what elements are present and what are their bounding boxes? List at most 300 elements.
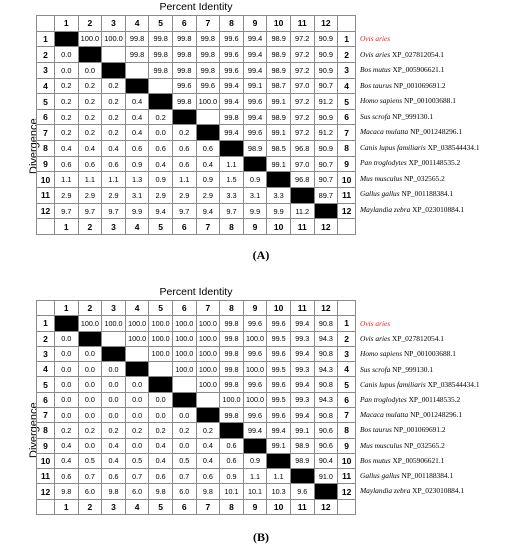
matrix-cell: 91.2 [314,125,338,141]
matrix-cell: 0.0 [78,407,102,422]
matrix-row [37,346,356,361]
matrix-cell: 0.4 [125,94,149,110]
matrix-cell: 0.4 [102,141,126,157]
species-name: Bos mutus [360,455,391,465]
row-index: 3 [338,346,356,361]
matrix-corner [37,16,55,32]
accession-number: XP_027812054.1 [390,334,444,344]
identity-divergence-matrix [36,15,356,235]
matrix-cell [125,346,149,361]
matrix-cell: 99.8 [220,109,244,125]
matrix-cell: 1.1 [55,172,79,188]
species-label [360,441,445,450]
matrix-cell: 100.0 [243,362,267,377]
matrix-cell: 0.0 [125,438,149,453]
species-label [360,349,456,358]
matrix-cell: 9.8 [102,484,126,499]
accession-number: NP_999130.1 [390,364,434,374]
row-index: 5 [37,94,55,110]
matrix-cell: 99.6 [243,377,267,392]
species-name: Gallus gallus [360,471,400,480]
matrix-cell: 99.6 [196,78,220,94]
row-index: 8 [338,423,356,438]
matrix-cell: 0.2 [78,423,102,438]
matrix-cell: 99.1 [267,94,291,110]
matrix-cell: 90.4 [314,453,338,468]
column-index: 1 [55,16,79,32]
matrix-cell: 0.2 [149,423,173,438]
matrix-cell: 0.6 [220,438,244,453]
diagonal-cell [267,172,291,188]
matrix-cell: 89.7 [314,188,338,204]
column-index: 12 [314,499,338,514]
matrix-cell: 99.4 [243,47,267,63]
species-label [360,410,462,419]
species-name: Pan troglodytes [360,395,407,404]
row-index: 3 [338,62,356,78]
accession-number: NP_001188384.1 [399,189,454,198]
row-index: 10 [338,453,356,468]
species-label [360,189,453,198]
matrix-cell: 99.5 [267,362,291,377]
matrix-cell: 98.7 [267,78,291,94]
matrix-cell: 99.6 [220,31,244,47]
column-index: 8 [220,16,244,32]
matrix-cell: 91.0 [314,469,338,484]
species-label [360,81,446,90]
matrix-cell: 99.5 [267,392,291,407]
matrix-cell: 90.9 [314,109,338,125]
species-name: Maylandia zebra [360,486,411,496]
matrix-cell: 0.4 [125,125,149,141]
matrix-cell: 99.4 [243,31,267,47]
matrix-cell: 99.4 [220,125,244,141]
matrix-corner [37,499,55,514]
row-index: 1 [338,31,356,47]
matrix-cell: 10.1 [220,484,244,499]
matrix-cell: 0.2 [55,109,79,125]
matrix-cell: 99.8 [220,316,244,331]
matrix-cell: 0.0 [78,62,102,78]
accession-number: NP_001069691.2 [391,80,446,90]
matrix-cell: 90.6 [314,423,338,438]
matrix-cell: 10.3 [267,484,291,499]
column-index: 4 [125,499,149,514]
matrix-cell [125,62,149,78]
matrix-cell: 0.2 [196,423,220,438]
matrix-cell: 99.8 [125,31,149,47]
species-label [360,50,444,59]
matrix-cell: 99.8 [172,31,196,47]
species-name: Ovis aries [360,334,391,344]
matrix-cell: 9.7 [78,203,102,219]
diagonal-cell [78,47,102,63]
matrix-cell: 0.2 [78,78,102,94]
matrix-corner [37,301,55,316]
matrix-cell: 1.1 [243,469,267,484]
matrix-cell: 99.8 [149,62,173,78]
row-index: 2 [338,47,356,63]
matrix-cell [196,109,220,125]
matrix-cell: 1.1 [102,172,126,188]
row-index: 6 [37,109,55,125]
matrix-corner [37,219,55,235]
matrix-row [37,62,356,78]
matrix-cell: 99.4 [243,423,267,438]
diagonal-cell [220,141,244,157]
column-index: 4 [125,16,149,32]
matrix-cell: 91.2 [314,94,338,110]
species-name: Bos taurus [360,80,392,90]
matrix-cell: 99.8 [149,31,173,47]
matrix-cell: 0.0 [149,392,173,407]
matrix-row [37,362,356,377]
row-index: 10 [338,172,356,188]
matrix-cell: 0.4 [149,438,173,453]
matrix-row [37,47,356,63]
matrix-cell [102,331,126,346]
matrix-cell: 94.3 [314,331,338,346]
matrix-cell: 97.0 [290,78,314,94]
matrix-row [37,484,356,499]
matrix-cell: 0.4 [102,438,126,453]
accession-number: NP_001003688.1 [402,96,456,105]
matrix-cell: 0.4 [149,453,173,468]
matrix-cell: 9.7 [220,203,244,219]
matrix-cell: 0.4 [196,438,220,453]
matrix-cell: 0.5 [172,453,196,468]
matrix-cell: 0.2 [172,125,196,141]
matrix-cell: 99.6 [243,316,267,331]
matrix-cell: 96.8 [290,141,314,157]
matrix-cell: 0.7 [172,469,196,484]
diagonal-cell [55,316,79,331]
matrix-cell: 10.1 [243,484,267,499]
species-label [360,380,480,389]
row-index: 12 [37,484,55,499]
matrix-cell: 0.9 [125,156,149,172]
species-name: Homo sapiens [360,96,403,105]
matrix-cell: 0.9 [196,172,220,188]
matrix-cell: 1.1 [267,469,291,484]
matrix-cell: 0.4 [125,109,149,125]
matrix-cell: 99.4 [220,94,244,110]
matrix-cell: 100.0 [102,316,126,331]
species-label [360,174,445,183]
row-index: 12 [37,203,55,219]
matrix-cell: 1.1 [220,156,244,172]
matrix-cell: 11.2 [290,203,314,219]
matrix-cell: 0.2 [78,109,102,125]
matrix-corner [338,16,356,32]
row-index: 7 [37,407,55,422]
row-index: 12 [338,484,356,499]
matrix-cell: 0.2 [55,125,79,141]
matrix-cell: 99.5 [267,331,291,346]
row-index: 8 [338,141,356,157]
matrix-cell: 94.3 [314,392,338,407]
accession-number: XP_038544434.1 [425,142,480,152]
column-index: 10 [267,16,291,32]
diagonal-cell [290,469,314,484]
matrix-cell: 100.0 [243,392,267,407]
column-index: 1 [55,499,79,514]
matrix-cell: 0.0 [102,362,126,377]
row-index: 11 [37,188,55,204]
matrix-cell: 100.0 [78,31,102,47]
matrix-cell: 99.1 [290,423,314,438]
accession-number: NP_032565.2 [402,440,445,450]
matrix-cell: 98.9 [290,438,314,453]
matrix-cell: 99.6 [172,78,196,94]
species-name: Homo sapiens [360,349,403,359]
accession-number: NP_999130.1 [390,111,434,121]
matrix-cell: 0.0 [55,62,79,78]
species-label [360,205,464,214]
matrix-cell: 100.0 [149,316,173,331]
matrix-cell: 99.4 [290,407,314,422]
column-index: 2 [78,301,102,316]
matrix-cell: 0.0 [78,377,102,392]
diagonal-cell [102,62,126,78]
species-label [360,365,433,374]
matrix-cell: 99.8 [172,62,196,78]
matrix-cell: 100.0 [243,331,267,346]
matrix-cell: 0.6 [149,141,173,157]
column-index: 10 [267,219,291,235]
matrix-cell: 97.0 [290,156,314,172]
matrix-cell: 100.0 [149,346,173,361]
matrix-row [37,156,356,172]
row-index: 5 [338,377,356,392]
accession-number: XP_001148535.2 [406,158,461,167]
matrix-cell: 0.2 [55,94,79,110]
matrix-cell: 94.3 [314,362,338,377]
matrix-cell: 0.6 [220,453,244,468]
matrix-cell: 100.0 [149,331,173,346]
matrix-cell: 0.0 [55,331,79,346]
matrix-header-row [37,301,356,316]
row-index: 3 [37,346,55,361]
row-index: 4 [37,78,55,94]
column-index: 5 [149,219,173,235]
column-index: 6 [172,301,196,316]
row-index: 11 [338,469,356,484]
matrix-row [37,423,356,438]
matrix-cell: 99.4 [290,346,314,361]
matrix-cell: 99.1 [267,156,291,172]
accession-number: XP_038544434.1 [425,379,480,389]
accession-number: NP_001003688.1 [402,349,456,359]
matrix-cell: 100.0 [172,362,196,377]
row-index: 7 [338,125,356,141]
species-name: Mus musculus [360,440,403,450]
matrix-row [37,438,356,453]
matrix-cell: 1.1 [78,172,102,188]
column-index: 8 [220,219,244,235]
species-label [360,425,446,434]
matrix-cell: 99.4 [267,423,291,438]
matrix-cell: 90.8 [314,346,338,361]
matrix-cell: 0.2 [149,109,173,125]
identity-divergence-matrix [36,300,356,515]
matrix-cell: 90.7 [314,78,338,94]
matrix-cell: 0.2 [55,78,79,94]
matrix-cell: 0.0 [172,407,196,422]
matrix-cell: 99.3 [290,362,314,377]
matrix-cell: 97.2 [290,31,314,47]
row-index: 1 [338,316,356,331]
accession-number: XP_005906621.1 [390,455,445,465]
matrix-cell: 99.4 [290,316,314,331]
matrix-corner [338,219,356,235]
matrix-cell: 99.8 [172,94,196,110]
matrix-cell [196,392,220,407]
matrix-cell: 100.0 [196,316,220,331]
matrix-cell: 0.6 [196,469,220,484]
matrix-cell: 0.2 [172,423,196,438]
species-label [360,334,444,343]
matrix-cell: 99.3 [290,392,314,407]
matrix-corner [338,499,356,514]
matrix-cell [149,362,173,377]
row-index: 3 [37,62,55,78]
panel-caption: (B) [253,530,269,544]
matrix-cell: 98.9 [267,47,291,63]
matrix-cell: 0.2 [102,94,126,110]
matrix-cell [172,377,196,392]
column-index: 7 [196,16,220,32]
species-label [360,456,444,465]
matrix-cell: 0.4 [55,438,79,453]
matrix-cell: 1.3 [125,172,149,188]
matrix-row [37,377,356,392]
matrix-cell: 100.0 [196,362,220,377]
matrix-cell: 2.9 [196,188,220,204]
row-index: 4 [338,78,356,94]
matrix-cell: 3.1 [125,188,149,204]
matrix-cell: 90.6 [314,438,338,453]
column-index: 12 [314,16,338,32]
matrix-cell: 99.8 [149,47,173,63]
matrix-cell: 100.0 [196,94,220,110]
row-index: 1 [37,316,55,331]
matrix-row [37,141,356,157]
matrix-cell: 9.8 [149,484,173,499]
matrix-cell: 100.0 [78,316,102,331]
accession-number: XP_027812054.1 [390,49,444,59]
matrix-cell: 90.8 [314,377,338,392]
matrix-cell: 0.2 [102,109,126,125]
matrix-cell: 0.0 [78,362,102,377]
matrix-cell: 99.8 [172,47,196,63]
matrix-cell: 100.0 [220,392,244,407]
accession-number: NP_001248296.1 [408,127,463,136]
column-index: 1 [55,219,79,235]
row-index: 7 [37,125,55,141]
matrix-cell: 0.0 [55,47,79,63]
matrix-cell: 98.9 [243,141,267,157]
diagonal-cell [172,109,196,125]
diagonal-cell [102,346,126,361]
species-label [360,319,390,328]
matrix-cell: 99.6 [267,346,291,361]
diagonal-cell [314,203,338,219]
matrix-cell: 0.0 [55,377,79,392]
row-index: 9 [37,438,55,453]
row-index: 6 [37,392,55,407]
matrix-cell: 99.8 [196,31,220,47]
matrix-cell: 100.0 [172,331,196,346]
matrix-cell: 100.0 [172,316,196,331]
matrix-cell: 3.3 [220,188,244,204]
matrix-cell: 2.9 [172,188,196,204]
matrix-cell: 9.6 [290,484,314,499]
matrix-cell: 90.9 [314,141,338,157]
row-index: 10 [37,453,55,468]
matrix-cell: 2.9 [55,188,79,204]
reference-species-name: Ovis aries [360,319,391,328]
diagonal-cell [314,484,338,499]
column-index: 10 [267,301,291,316]
matrix-cell: 100.0 [172,346,196,361]
matrix-cell: 9.7 [172,203,196,219]
panel-caption: (A) [252,248,270,262]
diagonal-cell [149,94,173,110]
row-index: 11 [37,469,55,484]
matrix-cell: 99.3 [290,331,314,346]
row-index: 2 [37,47,55,63]
matrix-row [37,316,356,331]
diagonal-cell [267,453,291,468]
row-index: 5 [37,377,55,392]
row-index: 7 [338,407,356,422]
matrix-cell: 98.9 [267,62,291,78]
column-index: 6 [172,16,196,32]
matrix-row [37,109,356,125]
diagonal-cell [125,362,149,377]
matrix-row [37,94,356,110]
matrix-cell: 0.6 [78,156,102,172]
row-index: 1 [37,31,55,47]
matrix-cell: 90.8 [314,407,338,422]
matrix-cell: 100.0 [102,31,126,47]
matrix-cell: 0.2 [102,423,126,438]
percent-identity-label: Percent Identity [159,286,233,298]
matrix-cell: 0.0 [55,392,79,407]
matrix-cell: 90.9 [314,62,338,78]
panel-b [0,278,522,550]
matrix-cell: 90.9 [314,31,338,47]
row-index: 8 [37,423,55,438]
matrix-header-row [37,16,356,32]
species-label [360,65,444,74]
column-index: 8 [220,301,244,316]
species-name: Bos taurus [360,425,392,435]
matrix-cell: 0.9 [149,172,173,188]
matrix-cell: 0.0 [149,125,173,141]
species-label [360,486,464,495]
matrix-cell: 1.5 [220,172,244,188]
column-index: 9 [243,16,267,32]
column-index: 1 [55,301,79,316]
matrix-cell: 0.0 [125,392,149,407]
accession-number: XP_001148535.2 [406,395,461,404]
diagonal-cell [172,392,196,407]
row-index: 6 [338,392,356,407]
matrix-cell: 99.6 [243,125,267,141]
matrix-cell: 0.2 [55,423,79,438]
